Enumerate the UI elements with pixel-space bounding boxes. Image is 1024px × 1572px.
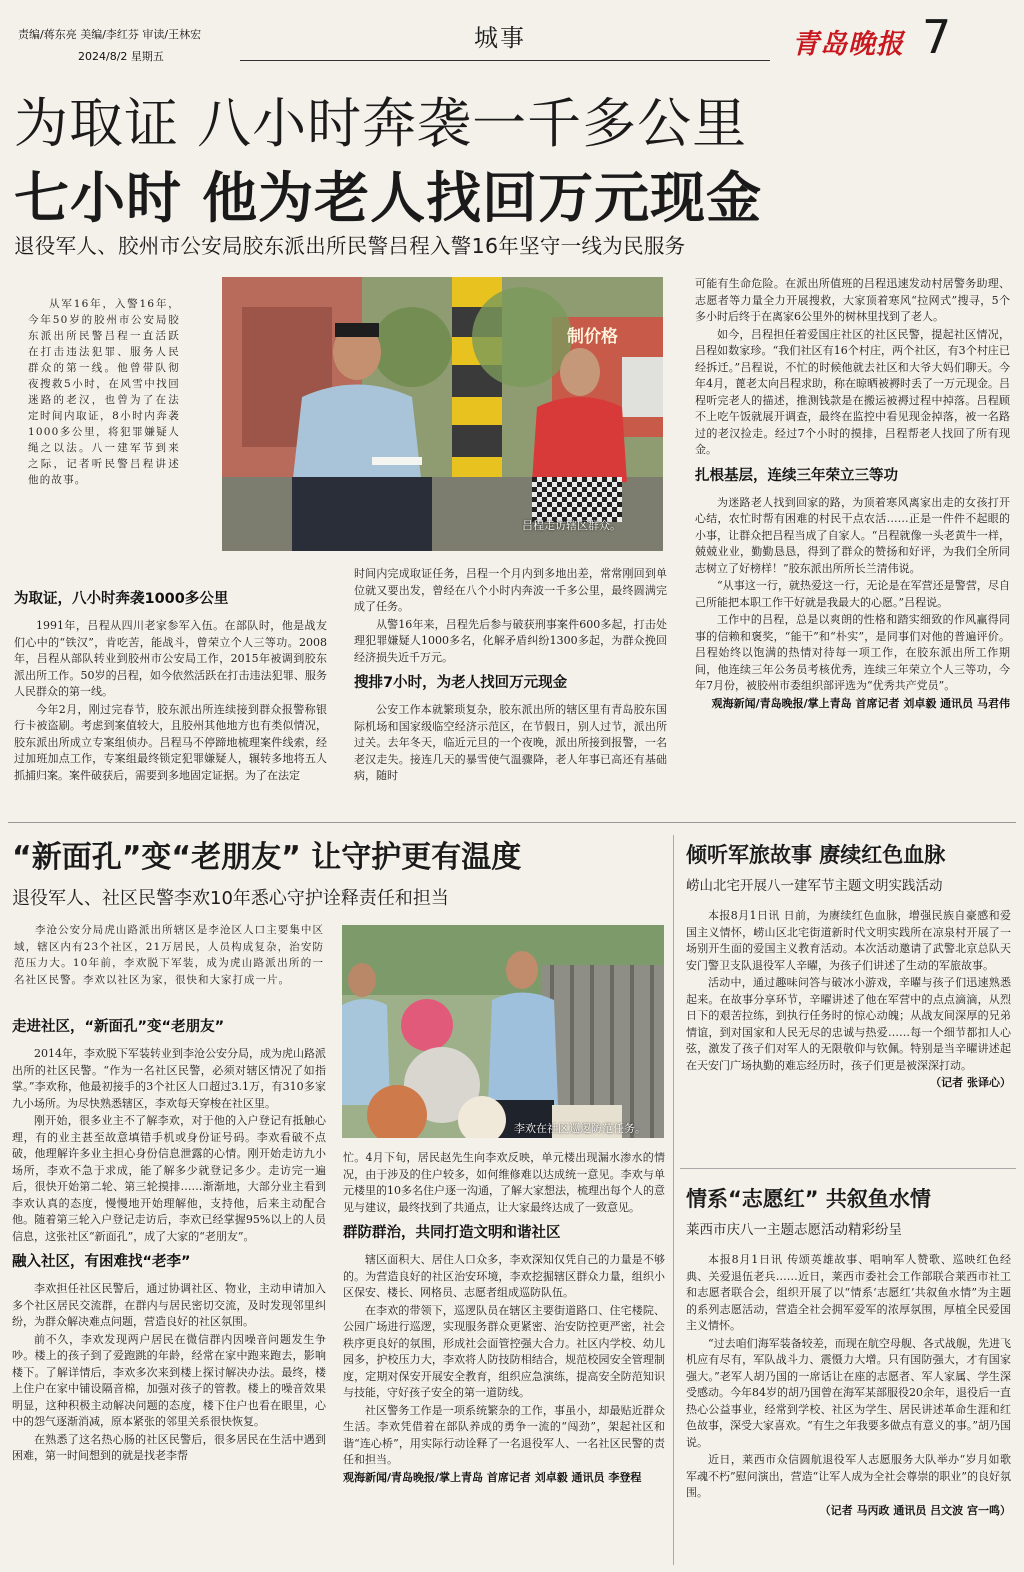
story1-col2-para: 从警16年来，吕程先后参与破获刑事案件600多起，打击处理犯罪嫌疑人1000多名，化解矛盾纠纷1300多起，为群众挽回经济损失近千万元。 (354, 617, 667, 664)
story3-divider (680, 1168, 1016, 1169)
story1-subhead-3: 扎根基层，连续三年荣立三等功 (695, 467, 898, 484)
story2-col2-para: 忙。4月下旬，居民赵先生向李欢反映，单元楼出现漏水渗水的情况，由于涉及的住户较多，如何维修难以达成统一意见。李欢与单元楼里的10多名住户逐一沟通，了解大家想法，梳理出每个人的意见与建议，最终找到了共通点，让大家最终达成了一致意见。 (343, 1151, 665, 1214)
story1-col1-para: 1991年，吕程从四川老家参军入伍。在部队时，他是战友们心中的“铁汉”，肯吃苦，能战斗，曾荣立个人三等功。2008年，吕程从部队转业到胶州市公安局工作，2015年被调到胶东派出所工作。50岁的吕程，如今依然活跃在打击违法犯罪、服务人民群众的第一线。 (14, 619, 327, 698)
masthead-logo: 青岛晚报 (792, 29, 904, 60)
photo-officer-and-resident (222, 277, 663, 551)
story1-headline-2: 七小时 他为老人找回万元现金 (14, 166, 763, 230)
story1-col3-para: 工作中的吕程，总是以爽朗的性格和踏实细致的作风赢得同事的信赖和褒奖，“能干”和“朴实”，是同事们对他的普遍评价。吕程始终以饱满的热情对待每一项工作，在胶东派出所工作期间，他连续三年公务员考核优秀，连续三年荣立个人三等功，今年7月份，被胶州市委组织部评选为“优秀共产党员”。 (695, 613, 1010, 692)
story4-para: 本报8月1日讯 传颂英雄故事、唱响军人赞歌、巡映红色经典、关爱退伍老兵……近日，莱西市委社会工作部联合莱西市社工和志愿者联合会，组织开展了以“情系‘志愿红’共叙鱼水情”为主题的系列志愿活动，营造全社会拥军爱军的浓厚氛围，厚植全民爱国主义情怀。 (686, 1253, 1011, 1332)
story1-lead (28, 296, 180, 546)
story1-col3-para: 如今，吕程担任着爱国庄社区的社区民警，提起社区情况，吕程如数家珍。“我们社区有16个村庄，两个社区，有3个村庄已经拆迁。”吕程说，不忙的时候他就去社区和大爷大妈们聊天。今年4月，蓖老太向吕程求助，称在晾晒被褥时丢了一万元现金。吕程听完老人的描述，推测钱款是在搬运被褥过程中掉落。吕程顾不上吃午饭就展开调查，最终在监控中看见现金掉落，被一名路过的老汉捡走。经过7个小时的摸排，吕程帮老人找回了所有现金。 (695, 327, 1010, 456)
story2-subhead-3: 群防群治，共同打造文明和谐社区 (343, 1225, 561, 1241)
story1-photo-sign: 制价格 (567, 327, 618, 347)
photo-community-officer (342, 925, 664, 1138)
story3-body (686, 908, 1011, 1156)
header-rule (240, 60, 770, 61)
story2-col1-para: 刚开始，很多业主不了解李欢，对于他的入户登记有抵触心理，有的业主甚至故意填错手机或身份证号码。李欢看破不点破，他理解许多业主担心身份信息泄露的心情。刚开始走访九小场所，李欢不急于求成，能了解多少就登记多少。走访完一遍后，很快开始第二轮、第三轮摸排……渐渐地，大部分业主看到李欢认真的态度，慢慢地开始理解他，支持他，后来主动配合他。随着第三轮入户登记走访后，李欢已经掌握95%以上的人员信息，这张社区“新面孔”，成了大家的“老朋友”。 (12, 1114, 326, 1243)
story1-col3-para: 可能有生命危险。在派出所值班的吕程迅速发动村居警务助理、志愿者等力量全力开展搜救，大家顶着寒风“拉网式”搜寻，5个多小时后终于在离家6公里外的树林里找到了老人。 (695, 277, 1010, 323)
story2-subhead-1: 走进社区，“新面孔”变“老朋友” (12, 1019, 225, 1035)
story2-col1 (12, 1016, 326, 1568)
story2-headline: “新面孔”变“老朋友” 让守护更有温度 (12, 840, 522, 875)
story4-para: 近日，莱西市众信圆航退役军人志愿服务大队举办“岁月如歌 军魂不朽”慰问演出，营造“让军人成为全社会尊崇的职业”的良好氛围。 (686, 1453, 1011, 1499)
story3-deck: 崂山北宅开展八一建军节主题文明实践活动 (686, 878, 943, 894)
story3-para: 本报8月1日讯 日前，为赓续红色血脉，增强民族自豪感和爱国主义情怀，崂山区北宅街道新时代文明实践所在凉泉村开展了一场别开生面的爱国主义教育活动。本次活动邀请了武警北京总队天安门警卫支队退役军人辛曜，为孩子们讲述了生动的军旅故事。 (686, 909, 1011, 972)
story4-deck: 莱西市庆八一主题志愿活动精彩纷呈 (686, 1222, 902, 1238)
editor-credits: 责编/蒋东亮 美编/李红芬 审读/王林宏 (18, 28, 202, 41)
column-divider (673, 835, 674, 1565)
story2-col2-para: 辖区面积大、居住人口众多，李欢深知仅凭自己的力量是不够的。为营造良好的社区治安环境，李欢挖掘辖区群众力量，组织小区保安、楼长、网格员、志愿者组成巡防队伍。 (343, 1253, 665, 1299)
story2-col1-para: 前不久，李欢发现两户居民在微信群内因噪音问题发生争吵。楼上的孩子到了爱跑跳的年龄，经常在家中跑来跑去，影响楼下。了解详情后，李欢多次来到楼上探讨解决办法。最终，楼上住户在家中铺设隔音棉，加强对孩子的管教。楼上的噪音效果明显，这种积极主动解决问题的态度，楼下住户也看在眼里，心中的怨气逐渐消减，原本紧张的邻里关系很快恢复。 (12, 1332, 326, 1428)
story2-photo (342, 925, 664, 1138)
story1-subhead-2: 搜排7小时，为老人找回万元现金 (354, 675, 568, 691)
story3-byline: （记者 张译心） (930, 1076, 1011, 1089)
story2-lead-text: 李沧公安分局虎山路派出所辖区是李沧区人口主要集中区域，辖区内有23个社区，21万居民，人员构成复杂，治安防范压力大。10年前，李欢脱下军装，成为虎山路派出所的一名社区民警。李欢以社区为家，很快和大家打成一片。 (14, 924, 324, 986)
story3-para: 活动中，通过趣味问答与破冰小游戏，辛曜与孩子们迅速熟悉起来。在故事分享环节，辛曜讲述了他在军营中的点点滴滴，从烈日下的艰苦拉练，到执行任务时的惊心动魄；从战友间深厚的兄弟情谊，到对国家和人民无尽的忠诚与热爱……每一个细节都扣人心弦，激发了孩子们对军人的无限敬仰与钦佩。特别是当辛曜讲述起在天安门广场执勤的难忘经历时，孩子们更是被深深打动。 (686, 976, 1011, 1072)
story2-photo-caption: 李欢在社区巡逻防范任务。 (514, 1122, 646, 1135)
story1-byline: 观海新闻/青岛晚报/掌上青岛 首席记者 刘卓毅 通讯员 马君伟 (711, 696, 1010, 710)
story1-col1 (14, 582, 327, 812)
story2-lead (14, 922, 324, 1014)
story1-headline-1: 为取证 八小时奔袭一千多公里 (14, 92, 748, 155)
page-number: 7 (922, 10, 952, 64)
story1-col2 (354, 566, 667, 816)
story1-photo (222, 277, 663, 551)
story2-col1-para: 2014年，李欢脱下军装转业到李沧公安分局，成为虎山路派出所的社区民警。“作为一名社区民警，必须对辖区情况了如指掌。”李欢称，他最初接手的3个社区人口超过3.1万，有310多家九小场所。为尽快熟悉辖区，李欢每天穿梭在社区里。 (12, 1047, 326, 1110)
story2-byline: 观海新闻/青岛晚报/掌上青岛 首席记者 刘卓毅 通讯员 李登程 (343, 1470, 642, 1484)
story3-headline: 倾听军旅故事 赓续红色血脉 (686, 843, 946, 867)
story4-para: “过去咱们海军装备较差，而现在航空母舰、各式战舰，先进飞机应有尽有，军队战斗力、震慑力大增。只有国防强大，才有国家强大。”老军人胡乃国的一席话让在座的志愿者、军人家属、学生深受感动。今年84岁的胡乃国曾在海军某部服役20余年，退役后一直热心公益事业，经常到学校、社区为学生、居民讲述革命生涯和红色故事，深受大家喜欢。“有生之年我要多做点有意义的事。”胡乃国说。 (686, 1336, 1011, 1449)
story2-col2 (343, 1150, 665, 1568)
story2-col1-para: 李欢担任社区民警后，通过协调社区、物业，主动申请加入多个社区居民交流群，在群内与居民密切交流，及时发现邻里纠纷，为群众解决难点问题，营造良好的社区氛围。 (12, 1282, 326, 1328)
story1-lead-text: 从军16年，入警16年，今年50岁的胶州市公安局胶东派出所民警吕程一直活跃在打击违法犯罪、服务人民群众的第一线。他曾带队彻夜搜救5小时，在风雪中找回迷路的老汉，也曾为了在法定时间内取证，8小时内奔袭1000多公里，将犯罪嫌疑人绳之以法。八一建军节到来之际，记者听民警吕程讲述他的故事。 (28, 298, 180, 486)
story1-col3 (695, 276, 1010, 811)
section-title: 城事 (474, 24, 526, 52)
story2-deck: 退役军人、社区民警李欢10年悉心守护诠释责任和担当 (12, 888, 449, 909)
story1-subhead-1: 为取证，八小时奔袭1000多公里 (14, 591, 229, 607)
story1-photo-caption: 吕程走访辖区群众。 (522, 519, 621, 532)
issue-date: 2024/8/2 星期五 (78, 50, 164, 63)
story2-subhead-2: 融入社区，有困难找“老李” (12, 1254, 191, 1270)
section-divider (8, 822, 1016, 823)
story1-col1-para: 今年2月，刚过完春节，胶东派出所连续接到群众报警称银行卡被盗刷。考虑到案值较大，且胶州其他地方也有类似情况，胶东派出所成立专案组侦办。吕程马不停蹄地梳理案件线索，经过加班加点工作，专案组最终锁定犯罪嫌疑人，辗转多地将五人抓捕归案。案件破获后，需要到多地固定证据。为了在法定 (14, 702, 327, 782)
story4-byline: （记者 马丙政 通讯员 吕文波 宫一鸣） (819, 1503, 1011, 1517)
story1-col3-para: 为迷路老人找到回家的路，为顶着寒风离家出走的女孩打开心结，农忙时帮有困难的村民干点农活……正是一件件不起眼的小事，让群众把吕程当成了自家人。“吕程就像一头老黄牛一样，兢兢业业，勤勤恳恳，得到了群众的赞扬和好评，为我们全所同志树立了好榜样！”胶东派出所所长兰清伟说。 (695, 495, 1010, 575)
story2-col1-para: 在熟悉了这名热心肠的社区民警后，很多居民在生活中遇到困难，第一时间想到的就是找老李帮 (12, 1432, 326, 1462)
story1-deck: 退役军人、胶州市公安局胶东派出所民警吕程入警16年坚守一线为民服务 (14, 234, 686, 258)
story4-headline: 情系“志愿红” 共叙鱼水情 (686, 1187, 931, 1211)
story1-col2-para: 公安工作本就繁琐复杂，胶东派出所的辖区里有青岛胶东国际机场和国家级临空经济示范区，在节假日，别人过节，派出所过关。去年冬天，临近元旦的一个夜晚，派出所接到报警，一名老汉走失。接连几天的暴雪使气温骤降，老人年事已高还有基础病，随时 (354, 703, 667, 782)
story1-col2-para: 时间内完成取证任务，吕程一个月内到多地出差，常常刚回到单位就又要出发，曾经在八个小时内奔波一千多公里，最终圆满完成了任务。 (354, 567, 667, 613)
story4-body (686, 1252, 1011, 1568)
story1-col3-para: “从事这一行，就热爱这一行，无论是在军营还是警营，尽自己所能把本职工作干好就是我最大的心愿。”吕程说。 (695, 579, 1010, 609)
story2-col2-para: 社区警务工作是一项系统繁杂的工作，事虽小，却最贴近群众生活。李欢凭借着在部队养成的勇争一流的“闯劲”，架起社区和谐“连心桥”，用实际行动诠释了一名退役军人、一名社区民警的责任和担当。 (343, 1403, 665, 1466)
story2-col2-para: 在李欢的带领下，巡逻队员在辖区主要街道路口、住宅楼院、公园广场进行巡逻，实现服务群众更紧密、治安防控更严密，社会秩序更良好的氛围，形成社会面管控强大合力。社区内学校、幼儿园多，护校压力大，李欢将人防技防相结合，规范校园安全管理制度，定期对保安开展安全教育，组织应急演练，提高安全防范知识与技能，守好孩子安全的第一道防线。 (343, 1303, 665, 1399)
